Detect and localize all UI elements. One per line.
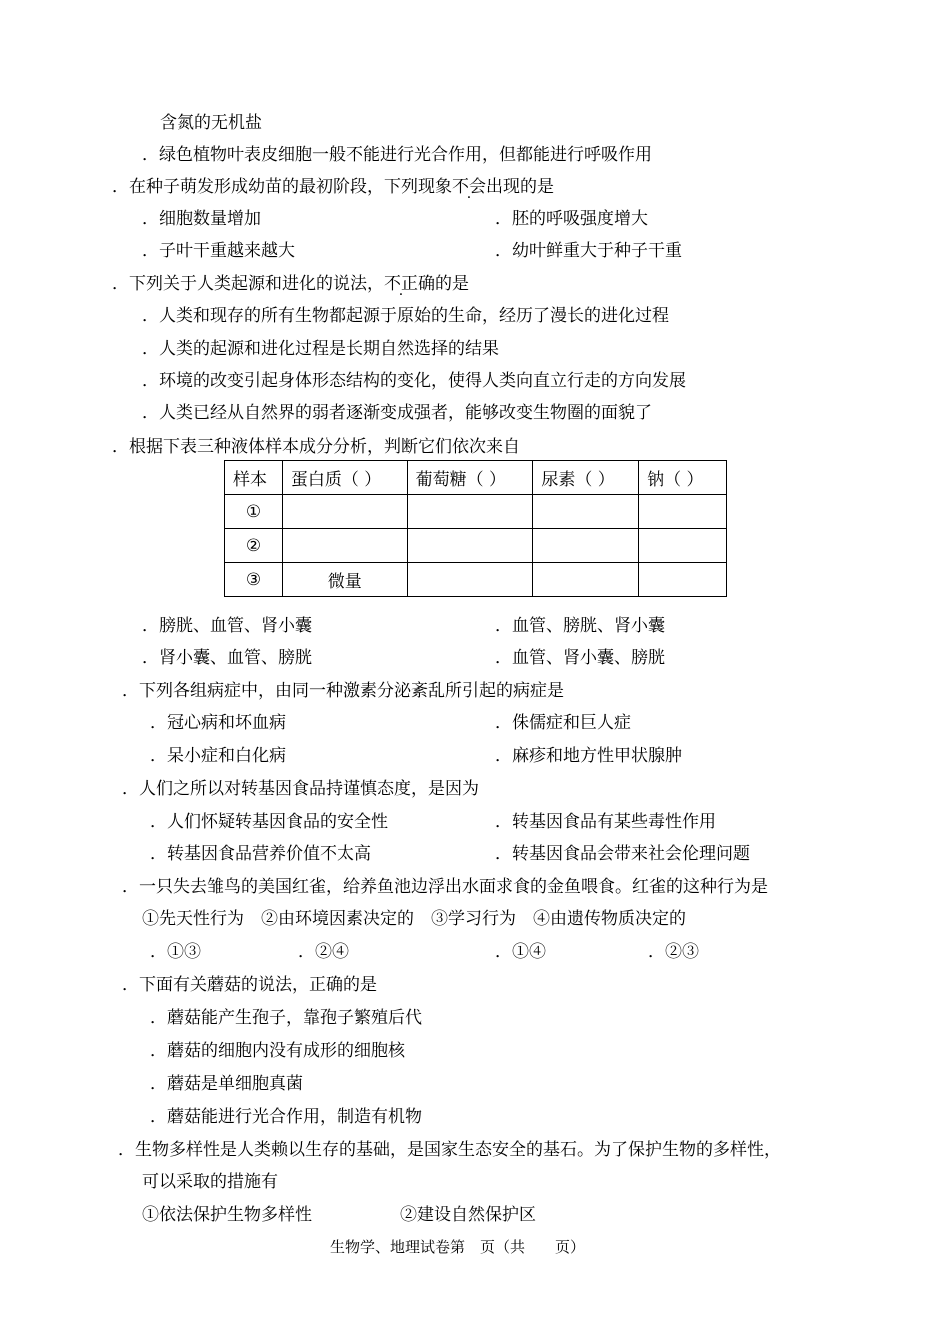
option-text: ．膀胱、血管、肾小囊 [142, 616, 312, 636]
question-stem-continued: 可以采取的措施有 [142, 1172, 278, 1192]
option-text: ．胚的呼吸强度增大 [495, 209, 648, 229]
option-text: ．幼叶鲜重大于种子干重 [495, 241, 682, 261]
option-text: ．子叶干重越来越大 [142, 241, 295, 261]
option-text: ．人们怀疑转基因食品的安全性 [150, 812, 388, 832]
table-row [225, 563, 727, 597]
table-cell [533, 495, 639, 529]
question-stem: ．下面有关蘑菇的说法，正确的是 [122, 975, 377, 995]
table-header: 葡萄糖（ ） [407, 461, 533, 495]
question-stem: ．在种子萌发形成幼苗的最初阶段，下列现象不会出现的是 [112, 177, 554, 197]
table-cell: ② [225, 529, 283, 563]
table-cell: ③ [225, 563, 283, 597]
option-text: ．人类的起源和进化过程是长期自然选择的结果 [142, 339, 499, 359]
statement-item: ①依法保护生物多样性 [142, 1205, 312, 1225]
table-cell [407, 529, 533, 563]
option-text: ．侏儒症和巨人症 [495, 713, 631, 733]
option-text: ．蘑菇能进行光合作用，制造有机物 [150, 1107, 422, 1127]
table-cell [282, 495, 407, 529]
table-header: 样本 [225, 461, 283, 495]
emphasis-text: 不会 [452, 177, 486, 197]
page-footer: 生物学、地理试卷第 页（共 页） [330, 1238, 586, 1256]
table-cell [533, 529, 639, 563]
table-header-row [225, 461, 727, 495]
table-header: 蛋白质（ ） [282, 461, 407, 495]
option-text: ．麻疹和地方性甲状腺肿 [495, 746, 682, 766]
option-text: ．人类和现存的所有生物都起源于原始的生命，经历了漫长的进化过程 [142, 306, 669, 326]
statement-list: ①先天性行为 ②由环境因素决定的 ③学习行为 ④由遗传物质决定的 [142, 909, 686, 929]
sample-table [224, 460, 727, 597]
option-text: ．呆小症和白化病 [150, 746, 286, 766]
option-text: ．人类已经从自然界的弱者逐渐变成强者，能够改变生物圈的面貌了 [142, 403, 652, 423]
table-row [225, 495, 727, 529]
question-stem: ．根据下表三种液体样本成分分析，判断它们依次来自 [112, 437, 520, 457]
statement-item: ②建设自然保护区 [400, 1205, 536, 1225]
option-text: ．②④ [298, 942, 349, 962]
table-header: 钠（ ） [639, 461, 727, 495]
question-stem: ．下列关于人类起源和进化的说法，不正确的是 [112, 274, 469, 294]
table-cell [639, 563, 727, 597]
table-cell [533, 563, 639, 597]
table-cell [639, 495, 727, 529]
option-text: ．血管、肾小囊、膀胱 [495, 648, 665, 668]
option-text: ．血管、膀胱、肾小囊 [495, 616, 665, 636]
option-text: ．绿色植物叶表皮细胞一般不能进行光合作用，但都能进行呼吸作用 [142, 145, 652, 165]
question-stem: ．人们之所以对转基因食品持谨慎态度，是因为 [122, 779, 479, 799]
question-stem: ．生物多样性是人类赖以生存的基础，是国家生态安全的基石。为了保护生物的多样性， [118, 1140, 781, 1160]
option-text: ．①③ [150, 942, 201, 962]
table-cell: 微量 [282, 563, 407, 597]
option-text: ．冠心病和坏血病 [150, 713, 286, 733]
option-text: ．蘑菇的细胞内没有成形的细胞核 [150, 1041, 405, 1061]
table-cell [282, 529, 407, 563]
question-stem: ．一只失去雏鸟的美国红雀，给养鱼池边浮出水面求食的金鱼喂食。红雀的这种行为是 [122, 877, 768, 897]
option-text: ．环境的改变引起身体形态结构的变化，使得人类向直立行走的方向发展 [142, 371, 686, 391]
option-text: ．转基因食品会带来社会伦理问题 [495, 844, 750, 864]
table-row [225, 529, 727, 563]
question-stem: ．下列各组病症中，由同一种激素分泌紊乱所引起的病症是 [122, 681, 564, 701]
option-text: ．肾小囊、血管、膀胱 [142, 648, 312, 668]
option-text: ．①④ [495, 942, 546, 962]
option-text: ．②③ [648, 942, 699, 962]
option-text: ．转基因食品有某些毒性作用 [495, 812, 716, 832]
option-text: ．蘑菇是单细胞真菌 [150, 1074, 303, 1094]
table-cell: ① [225, 495, 283, 529]
option-text: ．蘑菇能产生孢子，靠孢子繁殖后代 [150, 1008, 422, 1028]
emphasis-text: 不正 [384, 274, 418, 294]
option-text: ．细胞数量增加 [142, 209, 261, 229]
table-header: 尿素（ ） [533, 461, 639, 495]
option-text: ．转基因食品营养价值不太高 [150, 844, 371, 864]
table-cell [407, 495, 533, 529]
option-text: 含氮的无机盐 [160, 113, 262, 133]
table-cell [639, 529, 727, 563]
table-cell [407, 563, 533, 597]
